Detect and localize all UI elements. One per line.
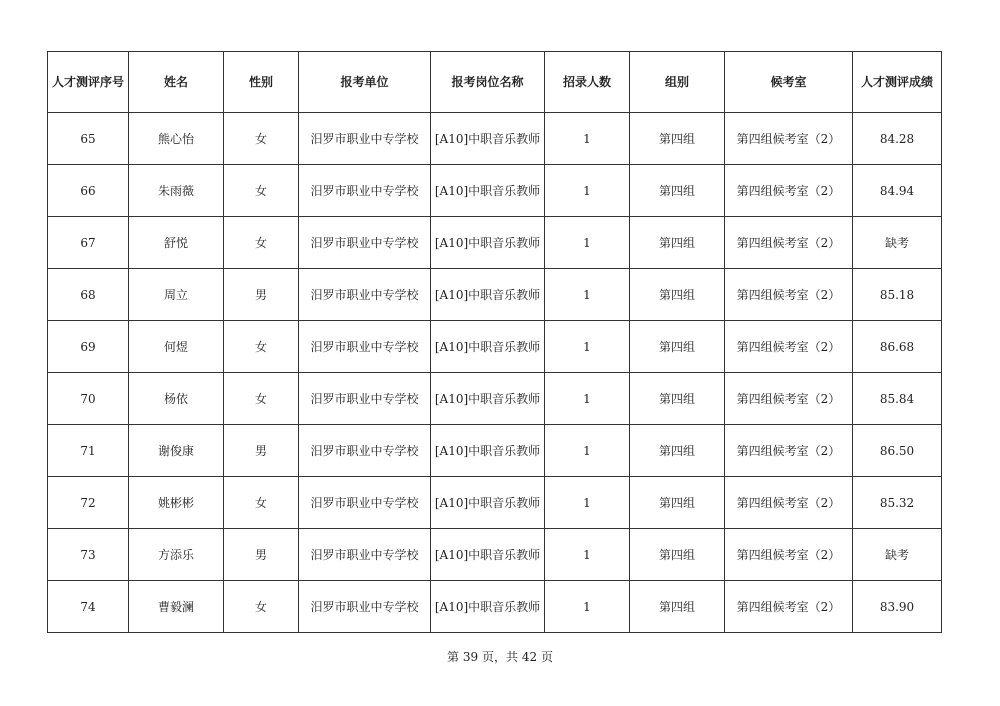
cell-group: 第四组 — [630, 477, 725, 529]
header-position: 报考岗位名称 — [431, 52, 545, 113]
table-row — [48, 373, 942, 425]
cell-group: 第四组 — [630, 425, 725, 477]
footer-total-pages: 42 — [521, 650, 538, 664]
cell-position: [A10]中职音乐教师 — [431, 529, 545, 581]
header-group: 组别 — [630, 52, 725, 113]
table-row — [48, 269, 942, 321]
cell-name: 杨依 — [129, 373, 224, 425]
header-score: 人才测评成绩 — [853, 52, 942, 113]
cell-gender: 女 — [224, 165, 299, 217]
cell-unit: 汨罗市职业中专学校 — [299, 113, 431, 165]
cell-unit: 汨罗市职业中专学校 — [299, 425, 431, 477]
table-header-row — [48, 52, 942, 113]
cell-quota: 1 — [545, 113, 630, 165]
cell-score: 85.84 — [853, 373, 942, 425]
table-row — [48, 477, 942, 529]
cell-seq: 67 — [48, 217, 129, 269]
cell-score: 86.50 — [853, 425, 942, 477]
cell-score: 缺考 — [853, 217, 942, 269]
header-waiting-room: 候考室 — [725, 52, 853, 113]
cell-waiting-room: 第四组候考室（2） — [725, 425, 853, 477]
cell-quota: 1 — [545, 425, 630, 477]
cell-gender: 女 — [224, 581, 299, 633]
header-gender: 性别 — [224, 52, 299, 113]
cell-group: 第四组 — [630, 321, 725, 373]
cell-waiting-room: 第四组候考室（2） — [725, 581, 853, 633]
footer-current-page: 39 — [462, 650, 479, 664]
cell-group: 第四组 — [630, 269, 725, 321]
cell-seq: 74 — [48, 581, 129, 633]
cell-gender: 女 — [224, 113, 299, 165]
cell-seq: 70 — [48, 373, 129, 425]
cell-name: 熊心怡 — [129, 113, 224, 165]
cell-unit: 汨罗市职业中专学校 — [299, 269, 431, 321]
footer-prefix: 第 — [447, 650, 460, 664]
cell-score: 84.94 — [853, 165, 942, 217]
cell-waiting-room: 第四组候考室（2） — [725, 321, 853, 373]
cell-waiting-room: 第四组候考室（2） — [725, 165, 853, 217]
cell-unit: 汨罗市职业中专学校 — [299, 477, 431, 529]
cell-unit: 汨罗市职业中专学校 — [299, 165, 431, 217]
cell-name: 朱雨薇 — [129, 165, 224, 217]
cell-score: 84.28 — [853, 113, 942, 165]
cell-gender: 男 — [224, 529, 299, 581]
cell-waiting-room: 第四组候考室（2） — [725, 477, 853, 529]
cell-position: [A10]中职音乐教师 — [431, 165, 545, 217]
cell-name: 曹毅澜 — [129, 581, 224, 633]
cell-group: 第四组 — [630, 373, 725, 425]
header-unit: 报考单位 — [299, 52, 431, 113]
cell-seq: 73 — [48, 529, 129, 581]
cell-score: 83.90 — [853, 581, 942, 633]
table-row — [48, 165, 942, 217]
table-row — [48, 217, 942, 269]
table-body — [48, 113, 942, 633]
cell-waiting-room: 第四组候考室（2） — [725, 373, 853, 425]
cell-seq: 72 — [48, 477, 129, 529]
cell-unit: 汨罗市职业中专学校 — [299, 321, 431, 373]
cell-quota: 1 — [545, 165, 630, 217]
page-footer — [0, 648, 1000, 665]
cell-waiting-room: 第四组候考室（2） — [725, 113, 853, 165]
cell-name: 周立 — [129, 269, 224, 321]
cell-position: [A10]中职音乐教师 — [431, 113, 545, 165]
footer-suffix: 页 — [540, 650, 553, 664]
cell-quota: 1 — [545, 321, 630, 373]
table-row — [48, 321, 942, 373]
cell-quota: 1 — [545, 529, 630, 581]
cell-waiting-room: 第四组候考室（2） — [725, 269, 853, 321]
cell-seq: 71 — [48, 425, 129, 477]
header-name: 姓名 — [129, 52, 224, 113]
cell-score: 缺考 — [853, 529, 942, 581]
cell-position: [A10]中职音乐教师 — [431, 217, 545, 269]
cell-quota: 1 — [545, 373, 630, 425]
cell-gender: 男 — [224, 269, 299, 321]
cell-quota: 1 — [545, 477, 630, 529]
cell-score: 86.68 — [853, 321, 942, 373]
cell-position: [A10]中职音乐教师 — [431, 269, 545, 321]
cell-score: 85.18 — [853, 269, 942, 321]
cell-position: [A10]中职音乐教师 — [431, 373, 545, 425]
cell-position: [A10]中职音乐教师 — [431, 321, 545, 373]
cell-gender: 女 — [224, 477, 299, 529]
cell-gender: 女 — [224, 217, 299, 269]
cell-quota: 1 — [545, 269, 630, 321]
cell-score: 85.32 — [853, 477, 942, 529]
cell-name: 方添乐 — [129, 529, 224, 581]
cell-seq: 66 — [48, 165, 129, 217]
header-seq: 人才测评序号 — [48, 52, 129, 113]
cell-group: 第四组 — [630, 113, 725, 165]
cell-position: [A10]中职音乐教师 — [431, 425, 545, 477]
cell-group: 第四组 — [630, 165, 725, 217]
cell-name: 姚彬彬 — [129, 477, 224, 529]
cell-gender: 男 — [224, 425, 299, 477]
cell-name: 何煜 — [129, 321, 224, 373]
cell-waiting-room: 第四组候考室（2） — [725, 529, 853, 581]
cell-unit: 汨罗市职业中专学校 — [299, 217, 431, 269]
cell-unit: 汨罗市职业中专学校 — [299, 529, 431, 581]
table-row — [48, 581, 942, 633]
header-quota: 招录人数 — [545, 52, 630, 113]
cell-seq: 65 — [48, 113, 129, 165]
cell-group: 第四组 — [630, 529, 725, 581]
cell-unit: 汨罗市职业中专学校 — [299, 373, 431, 425]
cell-seq: 68 — [48, 269, 129, 321]
cell-unit: 汨罗市职业中专学校 — [299, 581, 431, 633]
cell-position: [A10]中职音乐教师 — [431, 581, 545, 633]
cell-waiting-room: 第四组候考室（2） — [725, 217, 853, 269]
cell-gender: 女 — [224, 373, 299, 425]
score-table — [47, 51, 942, 633]
footer-middle: 页，共 — [481, 650, 518, 664]
cell-quota: 1 — [545, 581, 630, 633]
table-row — [48, 529, 942, 581]
cell-group: 第四组 — [630, 581, 725, 633]
cell-gender: 女 — [224, 321, 299, 373]
cell-seq: 69 — [48, 321, 129, 373]
cell-name: 谢俊康 — [129, 425, 224, 477]
cell-group: 第四组 — [630, 217, 725, 269]
table-row — [48, 113, 942, 165]
cell-position: [A10]中职音乐教师 — [431, 477, 545, 529]
cell-name: 舒悦 — [129, 217, 224, 269]
table-row — [48, 425, 942, 477]
cell-quota: 1 — [545, 217, 630, 269]
